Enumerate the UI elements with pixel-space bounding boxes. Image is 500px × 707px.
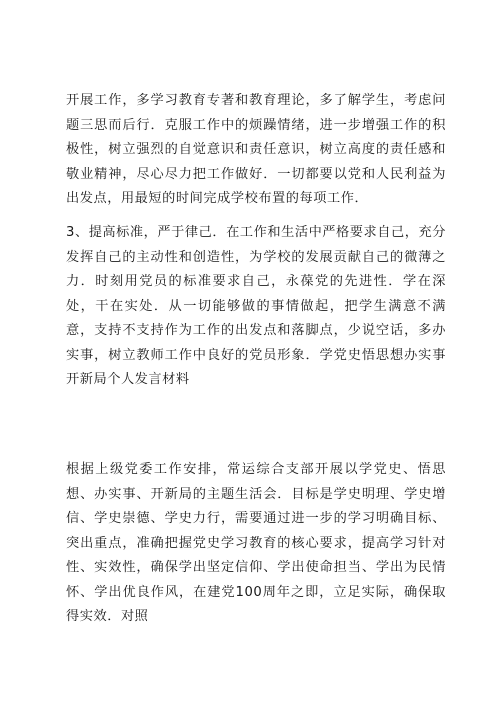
body-paragraph: 3、提高标准，严于律己．在工作和生活中严格要求自己，充分发挥自己的主动性和创造性，为学校的发展贡献自己的微薄之力．时刻用党员的标准要求自己，永葆党的先进性．学在深处，干在实处．从一切能够做的事情做起，把学生满意不满意，支持不支持作为工作的出发点和落脚点，少说空话，多办实事，树立教师工作中良好的党员形象．学党史悟思想办实事开新局个人发言材料: [66, 225, 446, 387]
body-paragraph: 开展工作，多学习教育专著和教育理论，多了解学生，考虑问题三思而后行．克服工作中的烦躁情绪，进一步增强工作的积极性，树立强烈的自觉意识和责任意识，树立高度的责任感和敬业精神，尽心尽力把工作做好．一切都要以党和人民利益为出发点，用最短的时间完成学校布置的每项工作．: [66, 93, 446, 206]
body-paragraph: 根据上级党委工作安排，常运综合支部开展以学党史、悟思想、办实事、开新局的主题生活会．目标是学史明理、学史增信、学史崇德、学史力行，需要通过进一步的学习明确目标、突出重点，准确把握党史学习教育的核心要求，提高学习针对性、实效性，确保学出坚定信仰、学出使命担当、学出为民情怀、学出优良作风，在建党100周年之即，立足实际，确保取得实效．对照: [66, 462, 446, 624]
